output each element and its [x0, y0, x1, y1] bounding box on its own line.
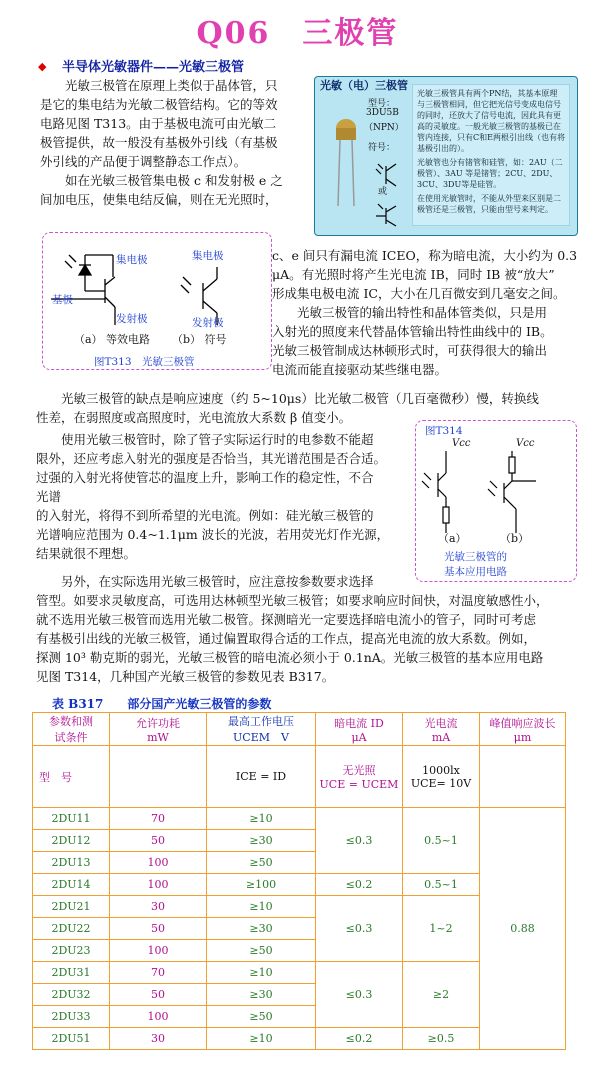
text-line: 如在光敏三极管集电极 c 和发射极 e 之 — [65, 173, 283, 188]
figure-t313 — [42, 232, 272, 370]
usage-paragraph — [36, 430, 414, 563]
text-line: 另外，在实际选用光敏三极管时，应注意按参数要求选择 — [61, 574, 374, 589]
fig314-caption-2: 基本应用电路 — [444, 566, 507, 578]
text-line: 电流而能直接驱动某些继电器。 — [272, 362, 448, 377]
table-row: 2DU23 100 ≥50 — [33, 940, 566, 962]
table-row: 2DU11 70 ≥10 ≤0.3 0.5~1 0.88 — [33, 808, 566, 830]
note-model: 3DU5B — [366, 108, 399, 118]
text-line: 外引线的产品便于调整静态工作点）。 — [40, 154, 247, 169]
table-row: 2DU32 50 ≥30 — [33, 984, 566, 1006]
parameter-table — [32, 712, 566, 1050]
header-cell: 最高工作电压 UCEM V — [207, 713, 316, 746]
text-line: 探测 10³ 勒克斯的弱光，光敏三极管的暗电流必须小于 0.1nA。光敏三极管的基本应用电路 — [36, 650, 544, 665]
note-model-type: （NPN） — [364, 123, 404, 133]
fig314-caption-b: （b） — [500, 532, 530, 545]
header-cell — [110, 746, 207, 808]
text-line: 极管提供，故一般没有基极外引线（有基极 — [40, 135, 278, 150]
fig313-emitter-label: 发射极 — [116, 313, 148, 325]
text-line: 就不选用光敏三极管而选用光敏二极管。探测暗光一定要选择暗电流小的管子，同时可考虑 — [36, 612, 537, 627]
page-title: Q06 三极管 — [196, 16, 399, 51]
header-cell: 允许功耗 mW — [110, 713, 207, 746]
note-text-2: 光敏管也分有锗管和硅管，如：2AU（二极管）、3AU 等是锗管；2CU、2DU、3CU、3DU等是硅管。 — [417, 158, 563, 189]
fig313-caption-a: （a） 等效电路 — [74, 333, 151, 346]
fig313-emitter-b-label: 发射极 — [192, 317, 224, 329]
section-bullet-icon: ◆ — [38, 60, 47, 73]
table-row: 2DU22 50 ≥30 — [33, 918, 566, 940]
table-row: 2DU13 100 ≥50 — [33, 852, 566, 874]
fig313-caption: 图T313 光敏三极管 — [94, 356, 195, 368]
figure-t313-diagram — [43, 233, 271, 369]
text-line: c、e 间只有漏电流 ICEO，称为暗电流，大小约为 0.3 — [272, 248, 578, 263]
note-text — [412, 84, 570, 226]
note-or-label: 或 — [378, 187, 388, 197]
text-line: 光敏三极管的输出特性和晶体管类似，只是用 — [297, 305, 548, 320]
table-row: 2DU33 100 ≥50 — [33, 1006, 566, 1028]
text-line: μA。有光照时将产生光电流 IB，同时 IB 被“放大” — [272, 267, 555, 282]
text-line: 光敏三极管制成达林顿形式时，可获得很大的输出 — [272, 343, 548, 358]
text-line: 性差，在弱照度或高照度时，光电流放大系数 β 值变小。 — [36, 410, 352, 425]
header-cell: ICE = ID — [207, 746, 316, 808]
fig314-caption-1: 光敏三极管的 — [444, 551, 507, 563]
fig314-vcc-a: Vcc — [452, 438, 471, 449]
note-text-1: 光敏三极管具有两个PN结，其基本原理与三极管相同，但它把光信号变成电信号的同时，还放大了信号电流，因此具有更高的灵敏度。一般光敏三极管的基极已在管内连接，只有C和E两根引出线（也有将基极引出的）。 — [417, 89, 565, 153]
section-title: 半导体光敏器件——光敏三极管 — [62, 60, 245, 75]
text-line: 光谱响应范围为 0.4~1.1μm 波长的光波，若用荧光灯作光源， — [36, 527, 390, 542]
header-cell: 暗电流 ID μA — [316, 713, 403, 746]
table-row: 2DU31 70 ≥10 ≤0.3 ≥2 — [33, 962, 566, 984]
table-row: 2DU14 100 ≥100 ≤0.2 0.5~1 — [33, 874, 566, 896]
fig314-vcc-b: Vcc — [516, 438, 535, 449]
header-cell — [480, 746, 566, 808]
text-line: 间加电压，使集电结反偏，则在无光照时， — [40, 192, 278, 207]
text-line: 光敏三极管在原理上类似于晶体管，只 — [65, 78, 278, 93]
text-line: 管型。如要求灵敏度高，可选用达林顿型光敏三极管；如要求响应时间快，对温度敏感性小， — [36, 593, 549, 608]
fig314-label: 图T314 — [425, 425, 463, 437]
text-line: 电路见图 T313。由于基极电流可由光敏二 — [40, 116, 277, 131]
header-cell: 型 号 — [33, 746, 110, 808]
selection-paragraph — [36, 572, 586, 686]
table-row: 2DU51 30 ≥10 ≤0.2 ≥0.5 — [33, 1028, 566, 1050]
note-symbol-label: 符号： — [368, 143, 396, 153]
table-row: 2DU21 30 ≥10 ≤0.3 1~2 — [33, 896, 566, 918]
text-line: 有基极引出线的光敏三极管，通过偏置取得合适的工作点，提高光电流的放大系数。例如， — [36, 631, 537, 646]
dark-current-paragraph — [272, 246, 582, 379]
text-line: 形成集电极电流 IC，大小在几百微安到几毫安之间。 — [272, 286, 566, 301]
header-cell: 峰值响应波长 μm — [480, 713, 566, 746]
header-cell: 参数和测 试条件 — [33, 713, 110, 746]
text-line: 的入射光，将得不到所希望的光电流。例如：硅光敏三极管的 — [36, 508, 374, 523]
text-line: 入射光的照度来代替晶体管输出特性曲线中的 IB。 — [272, 324, 553, 339]
header-cell: 光电流 mA — [403, 713, 480, 746]
text-line: 过强的入射光将使管芯的温度上升，影响工作的稳定性，不合 — [36, 470, 374, 485]
text-line: 光谱 — [36, 489, 62, 504]
text-line: 使用光敏三极管时，除了管子实际运行时的电参数不能超 — [61, 432, 374, 447]
header-cell: 1000lx UCE= 10V — [403, 746, 480, 808]
fig313-collector-b-label: 集电极 — [192, 250, 224, 262]
intro-paragraph — [40, 76, 308, 209]
header-cell: 无光照 UCE = UCEM — [316, 746, 403, 808]
text-line: 限外，还应考虑入射光的强度是否恰当，其光谱范围是否合适。 — [36, 451, 387, 466]
text-line: 结果就很不理想。 — [36, 546, 137, 561]
text-line: 光敏三极管的缺点是响应速度（约 5~10μs）比光敏二极管（几百毫微秒）慢，转换线 — [61, 391, 539, 406]
fig313-collector-label: 集电极 — [116, 254, 148, 266]
fig314-caption-a: （a） — [438, 532, 467, 545]
note-title: 光敏（电）三极管 — [320, 79, 408, 92]
text-line: 见图 T314，几种国产光敏三极管的参数见表 B317。 — [36, 669, 335, 684]
fig313-base-label: 基极 — [52, 294, 73, 306]
table-title: 表 B317 部分国产光敏三极管的参数 — [52, 697, 272, 711]
text-line: 是它的集电结为光敏二极管结构。它的等效 — [40, 97, 278, 112]
table-row: 2DU12 50 ≥30 — [33, 830, 566, 852]
fig313-caption-b: （b） 符号 — [172, 333, 227, 346]
note-text-3: 在使用光敏管时，不能从外型来区别是二极管还是三极管，只能由型号来判定。 — [417, 194, 561, 214]
note-model-label: 型号： — [368, 99, 396, 109]
